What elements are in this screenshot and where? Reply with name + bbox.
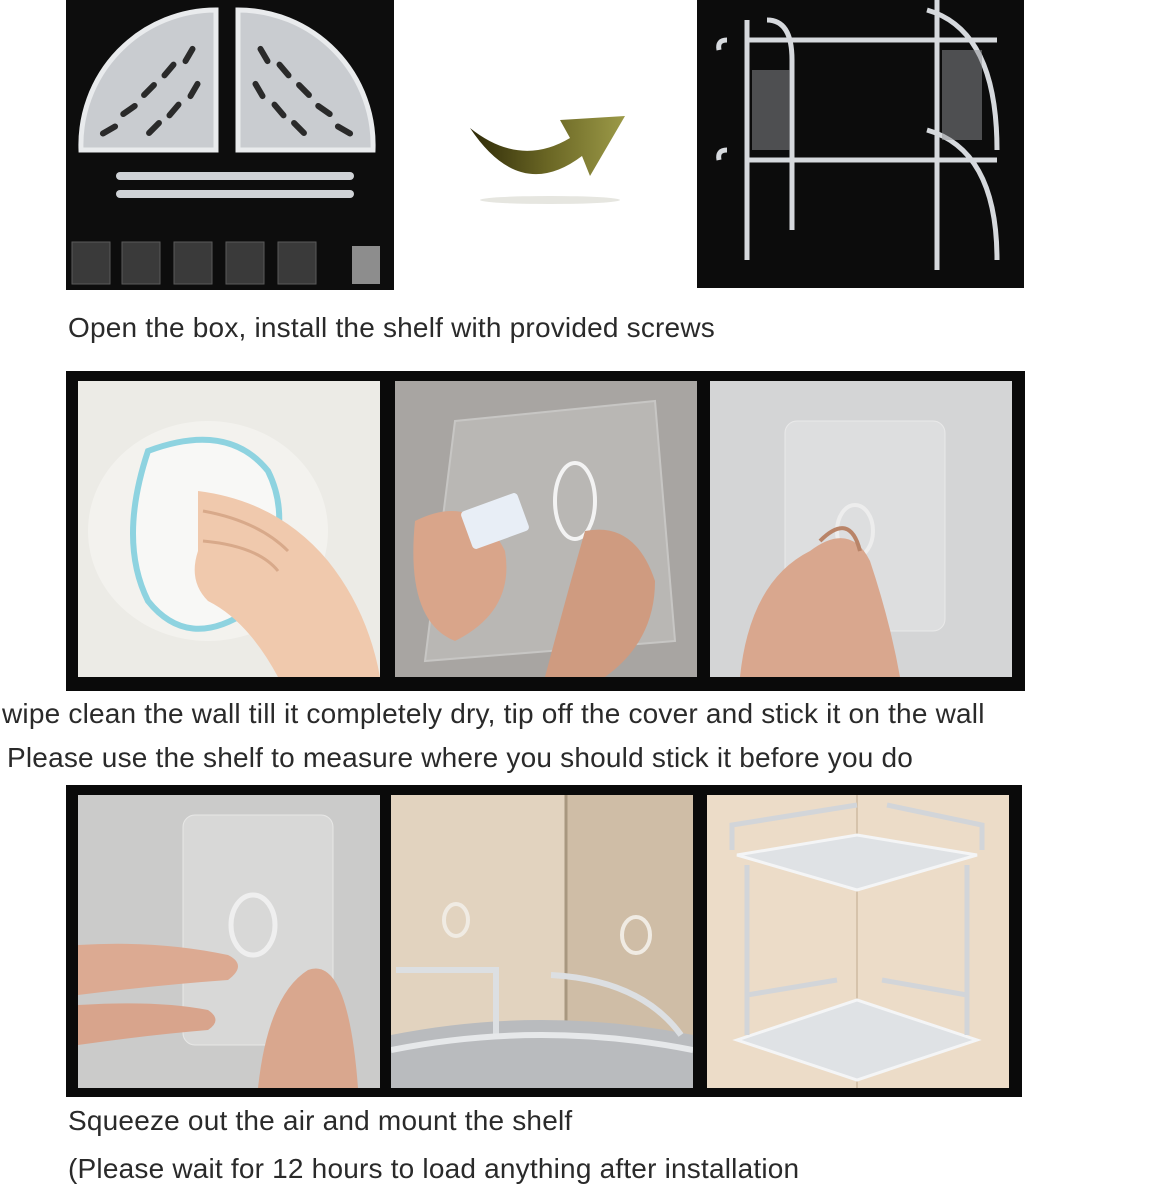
assembled-shelf-photo	[697, 0, 1024, 288]
squeeze-air-photo	[78, 795, 380, 1088]
stick-hook-photo	[710, 381, 1012, 677]
step3-caption-line2: (Please wait for 12 hours to load anything after installation	[68, 1153, 800, 1184]
curved-arrow-icon	[460, 108, 630, 208]
peel-cover-photo	[395, 381, 697, 677]
step2-caption-line1: wipe clean the wall till it completely dry, tip off the cover and stick it on the wall	[2, 698, 985, 729]
shelf-parts-photo	[66, 0, 394, 290]
wipe-wall-photo	[78, 381, 380, 677]
step1-caption: Open the box, install the shelf with provided screws	[68, 312, 715, 343]
step3-caption-line1: Squeeze out the air and mount the shelf	[68, 1105, 573, 1136]
finished-shelf-photo	[707, 795, 1009, 1088]
mount-shelf-photo	[391, 795, 693, 1088]
step2-caption-line2: Please use the shelf to measure where you should stick it before you do	[7, 742, 914, 773]
